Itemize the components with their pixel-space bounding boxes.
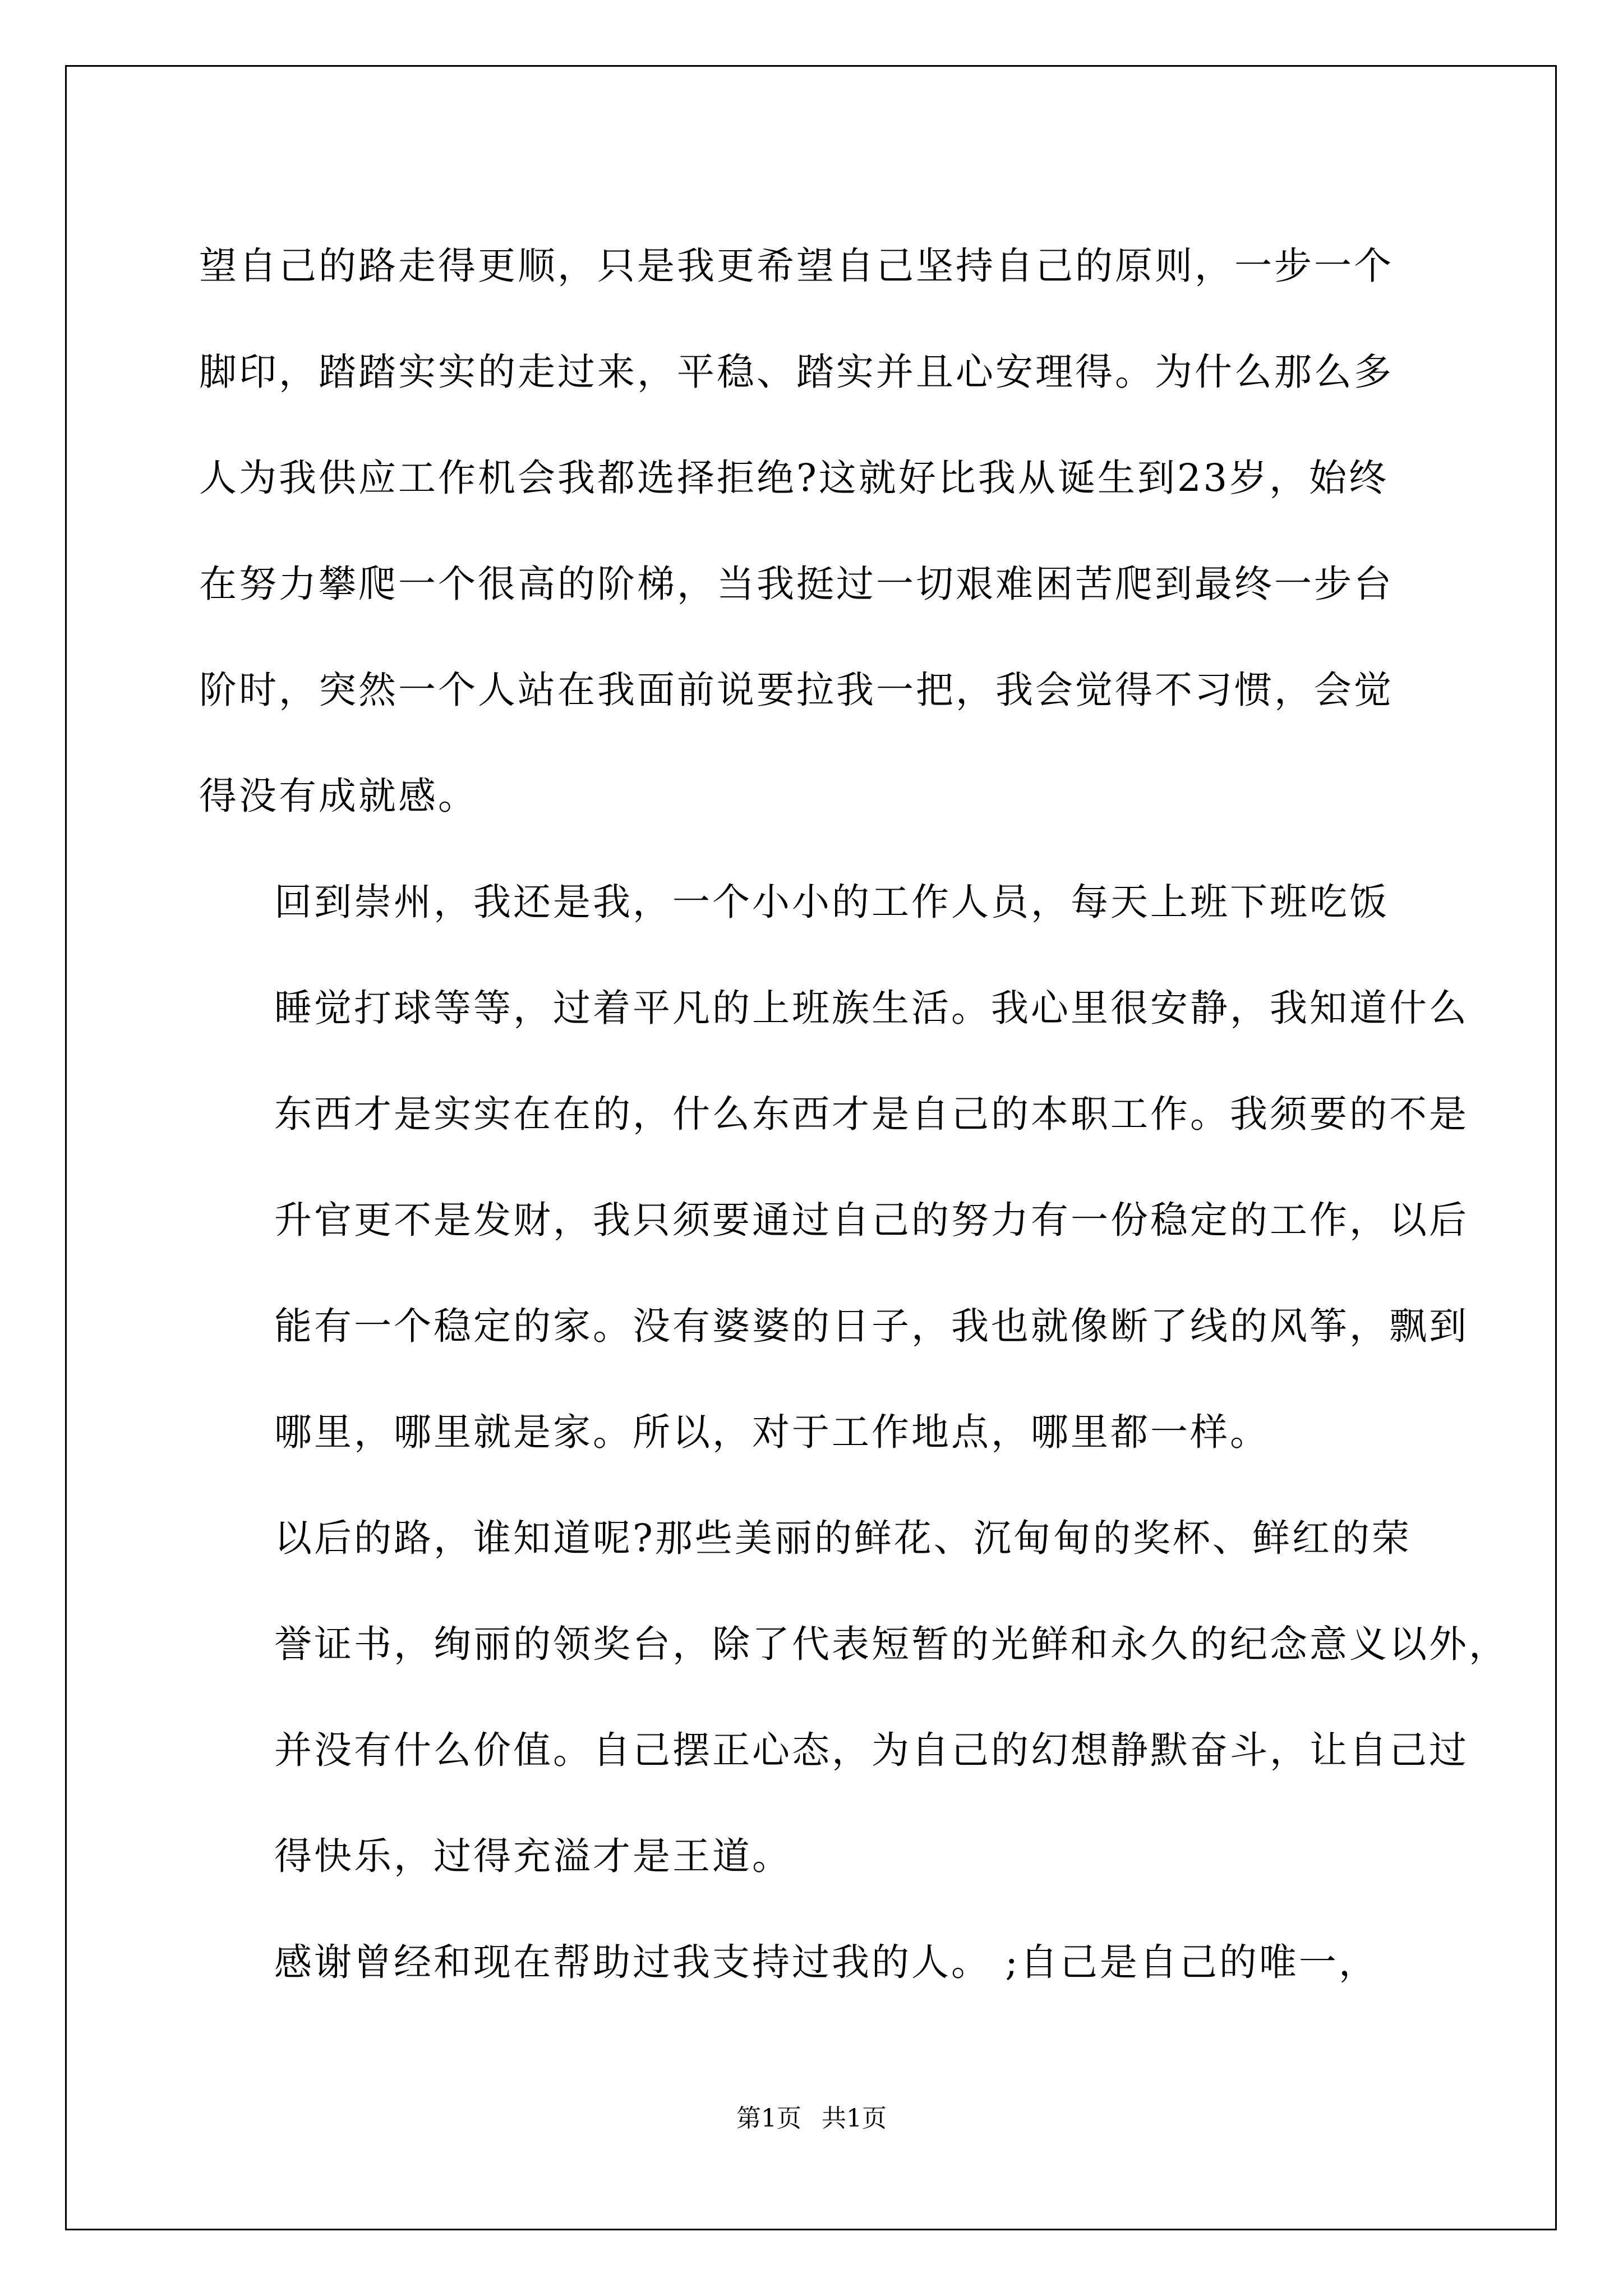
paragraph-1: [199, 213, 1450, 849]
text-line: 人为我供应工作机会我都选择拒绝?这就好比我从诞生到23岁，始终: [199, 456, 1389, 500]
paragraph-3: [199, 1485, 1509, 1910]
page-total: 共1页: [822, 2104, 887, 2133]
text-line: 望自己的路走得更顺，只是我更希望自己坚持自己的原则，一步一个: [199, 244, 1394, 288]
document-body: [199, 213, 1509, 2016]
text-line: 并没有什么价值。自己摆正心态，为自己的幻想静默奋斗，让自己过: [274, 1728, 1469, 1772]
text-line: 脚印，踏踏实实的走过来，平稳、踏实并且心安理得。为什么那么多: [199, 350, 1394, 394]
paragraph-4: [199, 1910, 1450, 2016]
page-footer: [0, 2098, 1623, 2134]
text-line: 以后的路，谁知道呢?那些美丽的鲜花、沉甸甸的奖杯、鲜红的荣: [274, 1516, 1412, 1560]
text-line: 在努力攀爬一个很高的阶梯，当我挺过一切艰难困苦爬到最终一步台: [199, 562, 1394, 606]
text-line: 得没有成就感。: [199, 774, 478, 818]
text-line: 阶时，突然一个人站在我面前说要拉我一把，我会觉得不习惯，会觉: [199, 668, 1394, 712]
text-line: 哪里，哪里就是家。所以，对于工作地点，哪里都一样。: [274, 1410, 1270, 1454]
paragraph-2: [199, 849, 1469, 1485]
text-line: 东西才是实实在在的，什么东西才是自己的本职工作。我须要的不是: [274, 1092, 1469, 1136]
text-line: 睡觉打球等等，过着平凡的上班族生活。我心里很安静，我知道什么: [274, 986, 1469, 1030]
text-line: 得快乐，过得充溢才是王道。: [274, 1834, 792, 1878]
text-line: 能有一个稳定的家。没有婆婆的日子，我也就像断了线的风筝，飘到: [274, 1304, 1469, 1348]
text-line: 升官更不是发财，我只须要通过自己的努力有一份稳定的工作，以后: [274, 1198, 1469, 1242]
text-line: 回到崇州，我还是我，一个小小的工作人员，每天上班下班吃饭: [274, 880, 1389, 924]
page-number: 第1页: [736, 2104, 801, 2133]
text-line: 誉证书，绚丽的领奖台，除了代表短暂的光鲜和永久的纪念意义以外，: [274, 1622, 1509, 1666]
text-line: 感谢曾经和现在帮助过我支持过我的人。 ;自己是自己的唯一，: [274, 1940, 1378, 1984]
